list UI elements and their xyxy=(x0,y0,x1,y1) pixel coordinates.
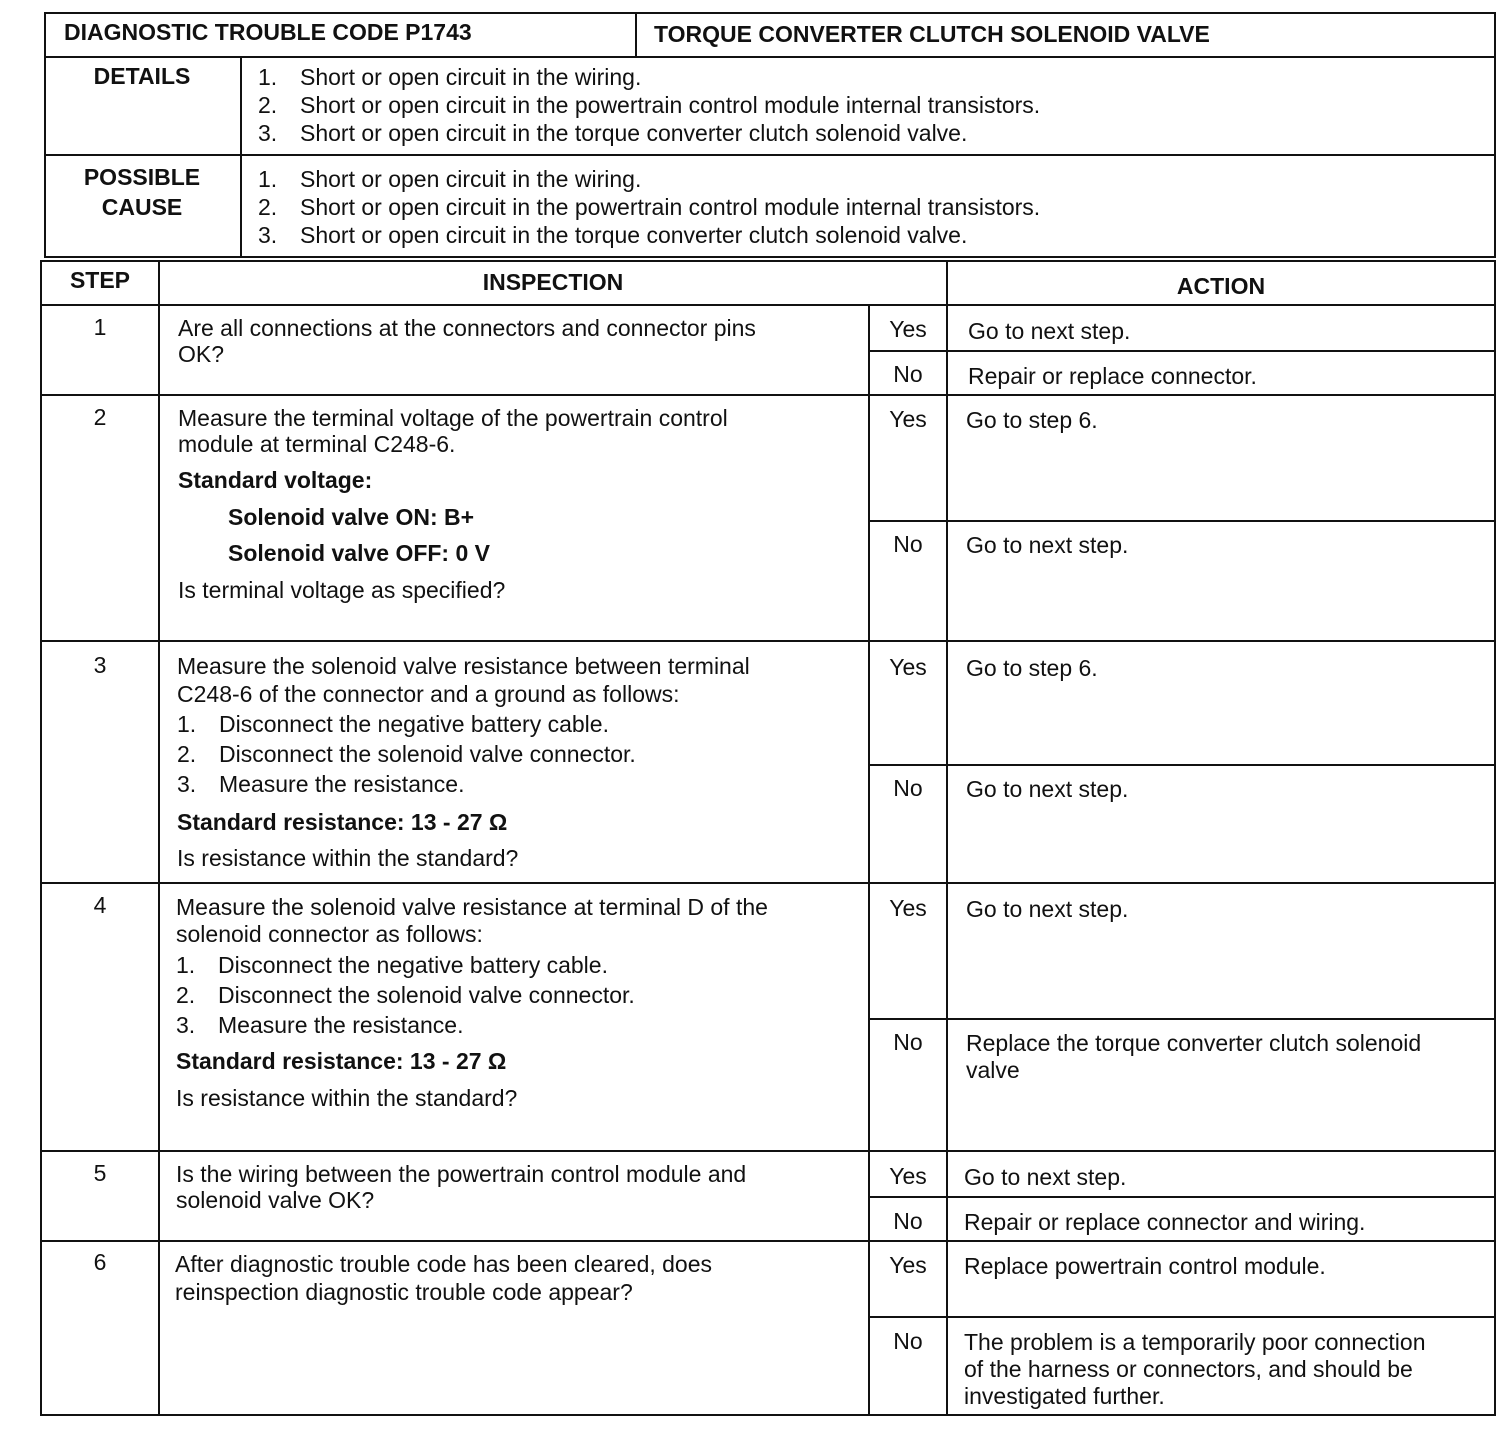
cause-item: 3. Short or open circuit in the torque converter clutch solenoid valve. xyxy=(258,222,968,248)
no-label: No xyxy=(893,775,923,801)
col-line-step xyxy=(158,260,160,1416)
details-item: 3. Short or open circuit in the torque converter clutch solenoid valve. xyxy=(258,120,968,146)
step-number: 1 xyxy=(93,314,107,340)
yes-action: Go to step 6. xyxy=(966,407,1098,433)
inspection-text: After diagnostic trouble code has been cleared, does xyxy=(175,1251,713,1277)
split-line-5 xyxy=(868,1196,1496,1198)
standard-voltage-label: Standard voltage: xyxy=(178,467,373,493)
possible-cause-label-line2: CAUSE xyxy=(101,194,183,220)
no-label: No xyxy=(893,1029,923,1055)
no-action: Go to next step. xyxy=(966,532,1129,558)
spec-on: Solenoid valve ON: B+ xyxy=(228,504,475,530)
inspection-question: Is terminal voltage as specified? xyxy=(178,577,506,603)
yes-label: Yes xyxy=(889,1163,927,1189)
col-line-action xyxy=(946,260,948,1416)
substep-item: 1. Disconnect the negative battery cable. xyxy=(177,711,609,737)
no-label: No xyxy=(893,1208,923,1234)
yes-label: Yes xyxy=(889,654,927,680)
inspection-text: Measure the solenoid valve resistance between terminal xyxy=(177,653,750,679)
inspection-text: C248-6 of the connector and a ground as follows: xyxy=(177,681,680,707)
column-header-action: ACTION xyxy=(1176,273,1266,299)
inspection-question: Is resistance within the standard? xyxy=(176,1085,518,1111)
details-label: DETAILS xyxy=(93,63,191,89)
inspection-text: Measure the solenoid valve resistance at terminal D of the xyxy=(176,894,768,920)
yes-label: Yes xyxy=(889,1252,927,1278)
split-line-6 xyxy=(868,1316,1496,1318)
step-number: 6 xyxy=(93,1249,107,1275)
substep-item: 2. Disconnect the solenoid valve connector. xyxy=(176,982,635,1008)
no-action: investigated further. xyxy=(964,1383,1165,1409)
step-number: 2 xyxy=(93,404,107,430)
inspection-question: Is resistance within the standard? xyxy=(177,845,519,871)
cause-item: 2. Short or open circuit in the powertrain control module internal transistors. xyxy=(258,194,1041,220)
no-label: No xyxy=(893,1328,923,1354)
no-label: No xyxy=(893,361,923,387)
yes-label: Yes xyxy=(889,895,927,921)
split-line-1 xyxy=(868,350,1496,352)
no-label: No xyxy=(893,531,923,557)
yes-label: Yes xyxy=(889,316,927,342)
yes-action: Replace powertrain control module. xyxy=(964,1253,1326,1279)
spec-off: Solenoid valve OFF: 0 V xyxy=(228,540,491,566)
substep-item: 3. Measure the resistance. xyxy=(176,1012,464,1038)
possible-cause-list xyxy=(258,165,1040,249)
substep-list xyxy=(177,709,636,799)
yes-action: Go to next step. xyxy=(964,1164,1127,1190)
substep-list xyxy=(176,950,635,1040)
step-number: 5 xyxy=(93,1160,107,1186)
inspection-text: Measure the terminal voltage of the powertrain control xyxy=(178,405,728,431)
step-number: 4 xyxy=(93,892,107,918)
cause-item: 1. Short or open circuit in the wiring. xyxy=(258,166,642,192)
dtc-title: TORQUE CONVERTER CLUTCH SOLENOID VALVE xyxy=(654,21,1210,47)
substep-item: 2. Disconnect the solenoid valve connector. xyxy=(177,741,636,767)
yes-label: Yes xyxy=(889,406,927,432)
details-item: 2. Short or open circuit in the powertrain control module internal transistors. xyxy=(258,92,1041,118)
inspection-text: OK? xyxy=(178,341,225,367)
yes-action: Go to next step. xyxy=(968,318,1131,344)
inspection-text: solenoid valve OK? xyxy=(176,1187,375,1213)
no-action: Go to next step. xyxy=(966,776,1129,802)
details-list xyxy=(258,63,1040,147)
inspection-text: solenoid connector as follows: xyxy=(176,921,483,947)
inspection-text: Is the wiring between the powertrain control module and xyxy=(176,1161,747,1187)
standard-resistance: Standard resistance: 13 - 27 Ω xyxy=(177,809,508,835)
no-action: Replace the torque converter clutch solenoid xyxy=(966,1030,1422,1056)
possible-cause-divider xyxy=(240,154,242,258)
row-line-4 xyxy=(40,1150,1496,1152)
row-line-5 xyxy=(40,1240,1496,1242)
standard-resistance: Standard resistance: 13 - 27 Ω xyxy=(176,1048,507,1074)
split-line-3 xyxy=(868,764,1496,766)
details-divider xyxy=(240,56,242,156)
inspection-text: Are all connections at the connectors and connector pins xyxy=(178,315,756,341)
no-action: The problem is a temporarily poor connection xyxy=(964,1329,1426,1355)
yes-action: Go to step 6. xyxy=(966,655,1098,681)
inspection-text: module at terminal C248-6. xyxy=(178,431,456,457)
row-line-header xyxy=(40,304,1496,306)
details-item: 1. Short or open circuit in the wiring. xyxy=(258,64,642,90)
row-line-1 xyxy=(40,394,1496,396)
inspection-text: reinspection diagnostic trouble code appear? xyxy=(175,1279,633,1305)
dtc-code: DIAGNOSTIC TROUBLE CODE P1743 xyxy=(64,19,472,45)
possible-cause-label-line1: POSSIBLE xyxy=(83,164,201,190)
column-header-step: STEP xyxy=(69,267,131,293)
row-line-3 xyxy=(40,882,1496,884)
yes-action: Go to next step. xyxy=(966,896,1129,922)
split-line-2 xyxy=(868,520,1496,522)
split-line-4 xyxy=(868,1018,1496,1020)
no-action: of the harness or connectors, and should be xyxy=(964,1356,1413,1382)
substep-item: 1. Disconnect the negative battery cable. xyxy=(176,952,608,978)
column-header-inspection: INSPECTION xyxy=(482,269,624,295)
no-action: valve xyxy=(966,1057,1020,1083)
row-line-2 xyxy=(40,640,1496,642)
col-line-yesno xyxy=(868,304,870,1416)
step-number: 3 xyxy=(93,652,107,678)
substep-item: 3. Measure the resistance. xyxy=(177,771,465,797)
no-action: Repair or replace connector and wiring. xyxy=(964,1209,1366,1235)
header-divider xyxy=(635,12,637,58)
no-action: Repair or replace connector. xyxy=(968,363,1257,389)
